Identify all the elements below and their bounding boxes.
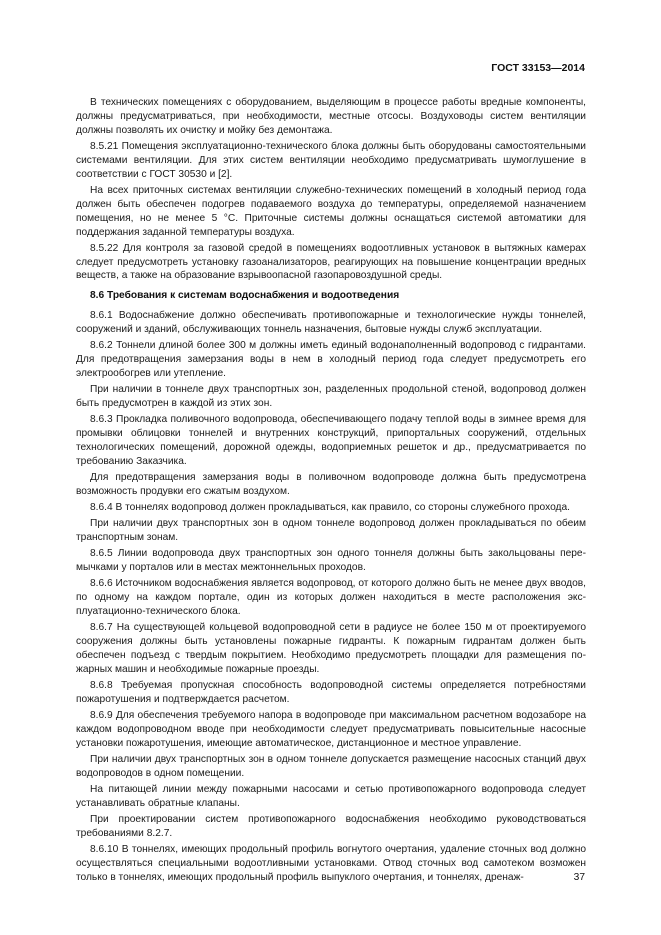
paragraph: 8.5.22 Для контроля за газовой средой в помещениях водоотливных установок в вытяжных камерах следует предусмотреть установку газоанализаторов, реагирующих на повышение концентрации вредных веществ, а также на образование взрывоопасной газопаровоздушной среды.: [76, 242, 586, 282]
paragraph: 8.6.10 В тоннелях, имеющих продольный профиль вогнутого очертания, удаление сточных вод должно осуществляться специальными водоотливными установками. Отвод сточных вод самотеком возможен только в тоннелях, имеющих продольный профиль выпуклого очертания, и тоннелях, дренаж-: [76, 843, 586, 883]
paragraph: 8.5.21 Помещения эксплуатационно-технического блока должны быть оборудованы самостоятельными системами вентиляции. Для этих систем вентиляции необходимо предусматривать шумоглушение в соответствии с ГОСТ 30530 и [2].: [76, 140, 586, 180]
paragraph: 8.6.4 В тоннелях водопровод должен прокладываться, как правило, со стороны служебного прохода.: [90, 501, 570, 513]
page-number: 37: [573, 872, 585, 883]
paragraph: 8.6.1 Водоснабжение должно обеспечивать противопожарные и технологические нужды тоннелей, сооружений и зданий, обслуживающих тоннель назначения, бытовые нужды служб эксплуатации.: [76, 310, 586, 336]
paragraph: При наличии двух транспортных зон в одном тоннеле допускается размещение насосных станций двух водопроводов в одном помещении.: [76, 753, 586, 779]
paragraph: 8.6.5 Линии водопровода двух транспортных зон одного тоннеля должны быть закольцованы перемычками у порталов или в местах межтоннельных проходов.: [76, 548, 586, 573]
paragraph: 8.6.7 На существующей кольцевой водопроводной сети в радиусе не более 150 м от проектируемого сооружения должны быть установлены пожарные гидранты. К пожарным гидрантам должен быть обеспечен подъезд с твердым покрытием. Необходимо предусмотреть площадки для размещения пожарных машин и необходимые пожарные проезды.: [76, 621, 586, 675]
paragraph: На всех приточных системах вентиляции служебно-технических помещений в холодный период года должен быть обеспечен подогрев подаваемого воздуха до температуры, определяемой назначением помещения, но не менее 5 °С. Приточные системы должны оснащаться системой автоматики для поддержания заданной температуры воздуха.: [76, 184, 586, 238]
paragraph: 8.6.6 Источником водоснабжения является водопровод, от которого должно быть не менее двух вводов, по одному на каждом портале, один из которых должен находиться в месте расположения эксплуатационно-технического блока.: [76, 578, 586, 617]
body-text: [76, 96, 586, 887]
paragraph: При наличии в тоннеле двух транспортных зон, разделенных продольной стеной, водопровод должен быть предусмотрен в каждой из этих зон.: [76, 384, 586, 410]
document-id-header: ГОСТ 33153—2014: [491, 62, 585, 74]
paragraph: При проектировании систем противопожарного водоснабжения необходимо руководствоваться требованиями 8.2.7.: [76, 813, 586, 839]
paragraph: При наличии двух транспортных зон в одном тоннеле водопровод должен прокладываться по обеим транспортным зонам.: [76, 518, 586, 543]
paragraph: 8.6.9 Для обеспечения требуемого напора в водопроводе при максимальном расчетном водозаборе на каждом водопроводном вводе при необходимости следует предусматривать повысительные насосные установки пожаротушения, имеющие автоматическое, дистанционное и местное управление.: [76, 709, 586, 749]
paragraph: В технических помещениях с оборудованием, выделяющим в процессе работы вредные компоненты, должны предусматриваться, при необходимости, местные отсосы. Воздуховоды систем вентиляции должны позволять их очистку и мойку без демонтажа.: [76, 97, 586, 136]
paragraph: 8.6.3 Прокладка поливочного водопровода, обеспечивающего подачу теплой воды в зимнее время для промывки облицовки тоннелей и внутренних конструкций, припортальных сооружений, отдельных технологических помещений, дорожной одежды, водоприемных решеток и др., предусматривается по требованию Заказчика.: [76, 414, 586, 467]
paragraph: 8.6.2 Тоннели длиной более 300 м должны иметь единый водонаполненный водопровод с гидрантами. Для предотвращения замерзания воды в нем в холодный период года следует предусмотреть его электрообогрев или утепление.: [76, 340, 586, 380]
section-heading: 8.6 Требования к системам водоснабжения и водоотведения: [90, 290, 400, 302]
paragraph: На питающей линии между пожарными насосами и сетью противопожарного водопровода следует устанавливать обратные клапаны.: [76, 783, 586, 809]
paragraph: 8.6.8 Требуемая пропускная способность водопроводной системы определяется потребностями пожаротушения и подтверждается расчетом.: [76, 679, 586, 705]
paragraph: Для предотвращения замерзания воды в поливочном водопроводе должна быть предусмотрена возможность продувки его сжатым воздухом.: [76, 471, 586, 497]
